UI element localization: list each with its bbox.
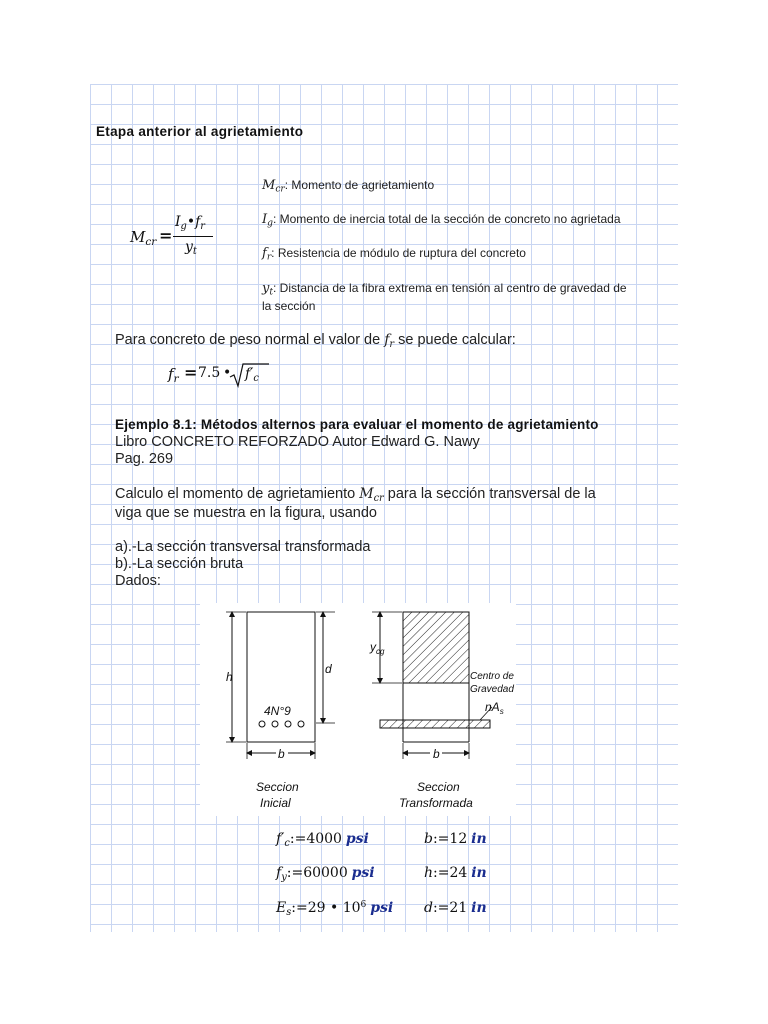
dados-label: Dados: [115,573,161,589]
section-figure-drawing [200,603,516,816]
label-d: d [325,662,332,676]
item-b: b).-La sección bruta [115,556,244,572]
caption-initial-1: Seccion [256,780,299,794]
section-figure [200,603,516,816]
caption-transformed-1: Seccion [417,780,460,794]
fraction-bar [173,236,213,237]
caption-transformed-2: Transformada [399,796,473,810]
label-centro: Centro de [470,671,514,682]
definition-mcr: $M_{cr}$: Momento de agrietamiento [262,178,435,195]
rebar [285,721,291,727]
given-fc: $f'_c:=4000$ psi [276,831,369,849]
calc-line2: viga que se muestra en la figura, usando [115,505,377,521]
transformed-steel-strip [380,720,490,728]
fr-intro-text: Para concreto de peso normal el valor de $f_r$ se puede calcular: [115,332,516,350]
caption-initial-2: Inicial [260,796,291,810]
label-h: h [226,670,233,684]
example-title: Ejemplo 8.1: Métodos alternos para evaluar el momento de agrietamiento [115,417,599,432]
section-title: Etapa anterior al agrietamiento [96,124,304,139]
rebar [298,721,304,727]
label-gravedad: Gravedad [470,684,514,695]
given-fy: $f_y:=60000$ psi [276,865,375,883]
label-ycg: $y_{cg}$ [370,640,385,656]
label-b1: b [278,747,285,761]
label-bars: 4N°9 [264,704,291,718]
definition-yt: $y_t$: Distancia de la fibra extrema en tensión al centro de gravedad de [262,281,627,298]
definition-fr: $f_r$: Resistencia de módulo de ruptura del concreto [262,246,526,263]
definition-ig: $I_g$: Momento de inercia total de la sección de concreto no agrietada [262,212,621,229]
definition-yt-cont: la sección [262,299,316,313]
given-b: b:=12 in [424,831,487,847]
formula-fr: $f_r$ = 7.5 • $f'_c$ [168,362,278,392]
formula-mcr: $M_{cr}$ = $I_g•f_r$ $y_t$ [130,214,230,264]
example-book: Libro CONCRETO REFORZADO Autor Edward G. Nawy [115,434,480,450]
example-page: Pag. 269 [115,451,174,467]
label-nas: $nA_s$ [485,700,504,716]
label-b2: b [433,747,440,761]
rebar [259,721,265,727]
given-d: d:=21 in [424,900,487,916]
item-a: a).-La sección transversal transformada [115,539,371,555]
initial-section-rect [247,612,315,742]
rebar [272,721,278,727]
compression-zone-hatched [403,612,469,683]
calc-line1: Calculo el momento de agrietamiento $M_{cr}$ para la sección transversal de la [115,486,596,504]
given-h: h:=24 in [424,865,487,881]
given-es: $E_s:=29$ • $10^6$ psi [276,900,394,918]
